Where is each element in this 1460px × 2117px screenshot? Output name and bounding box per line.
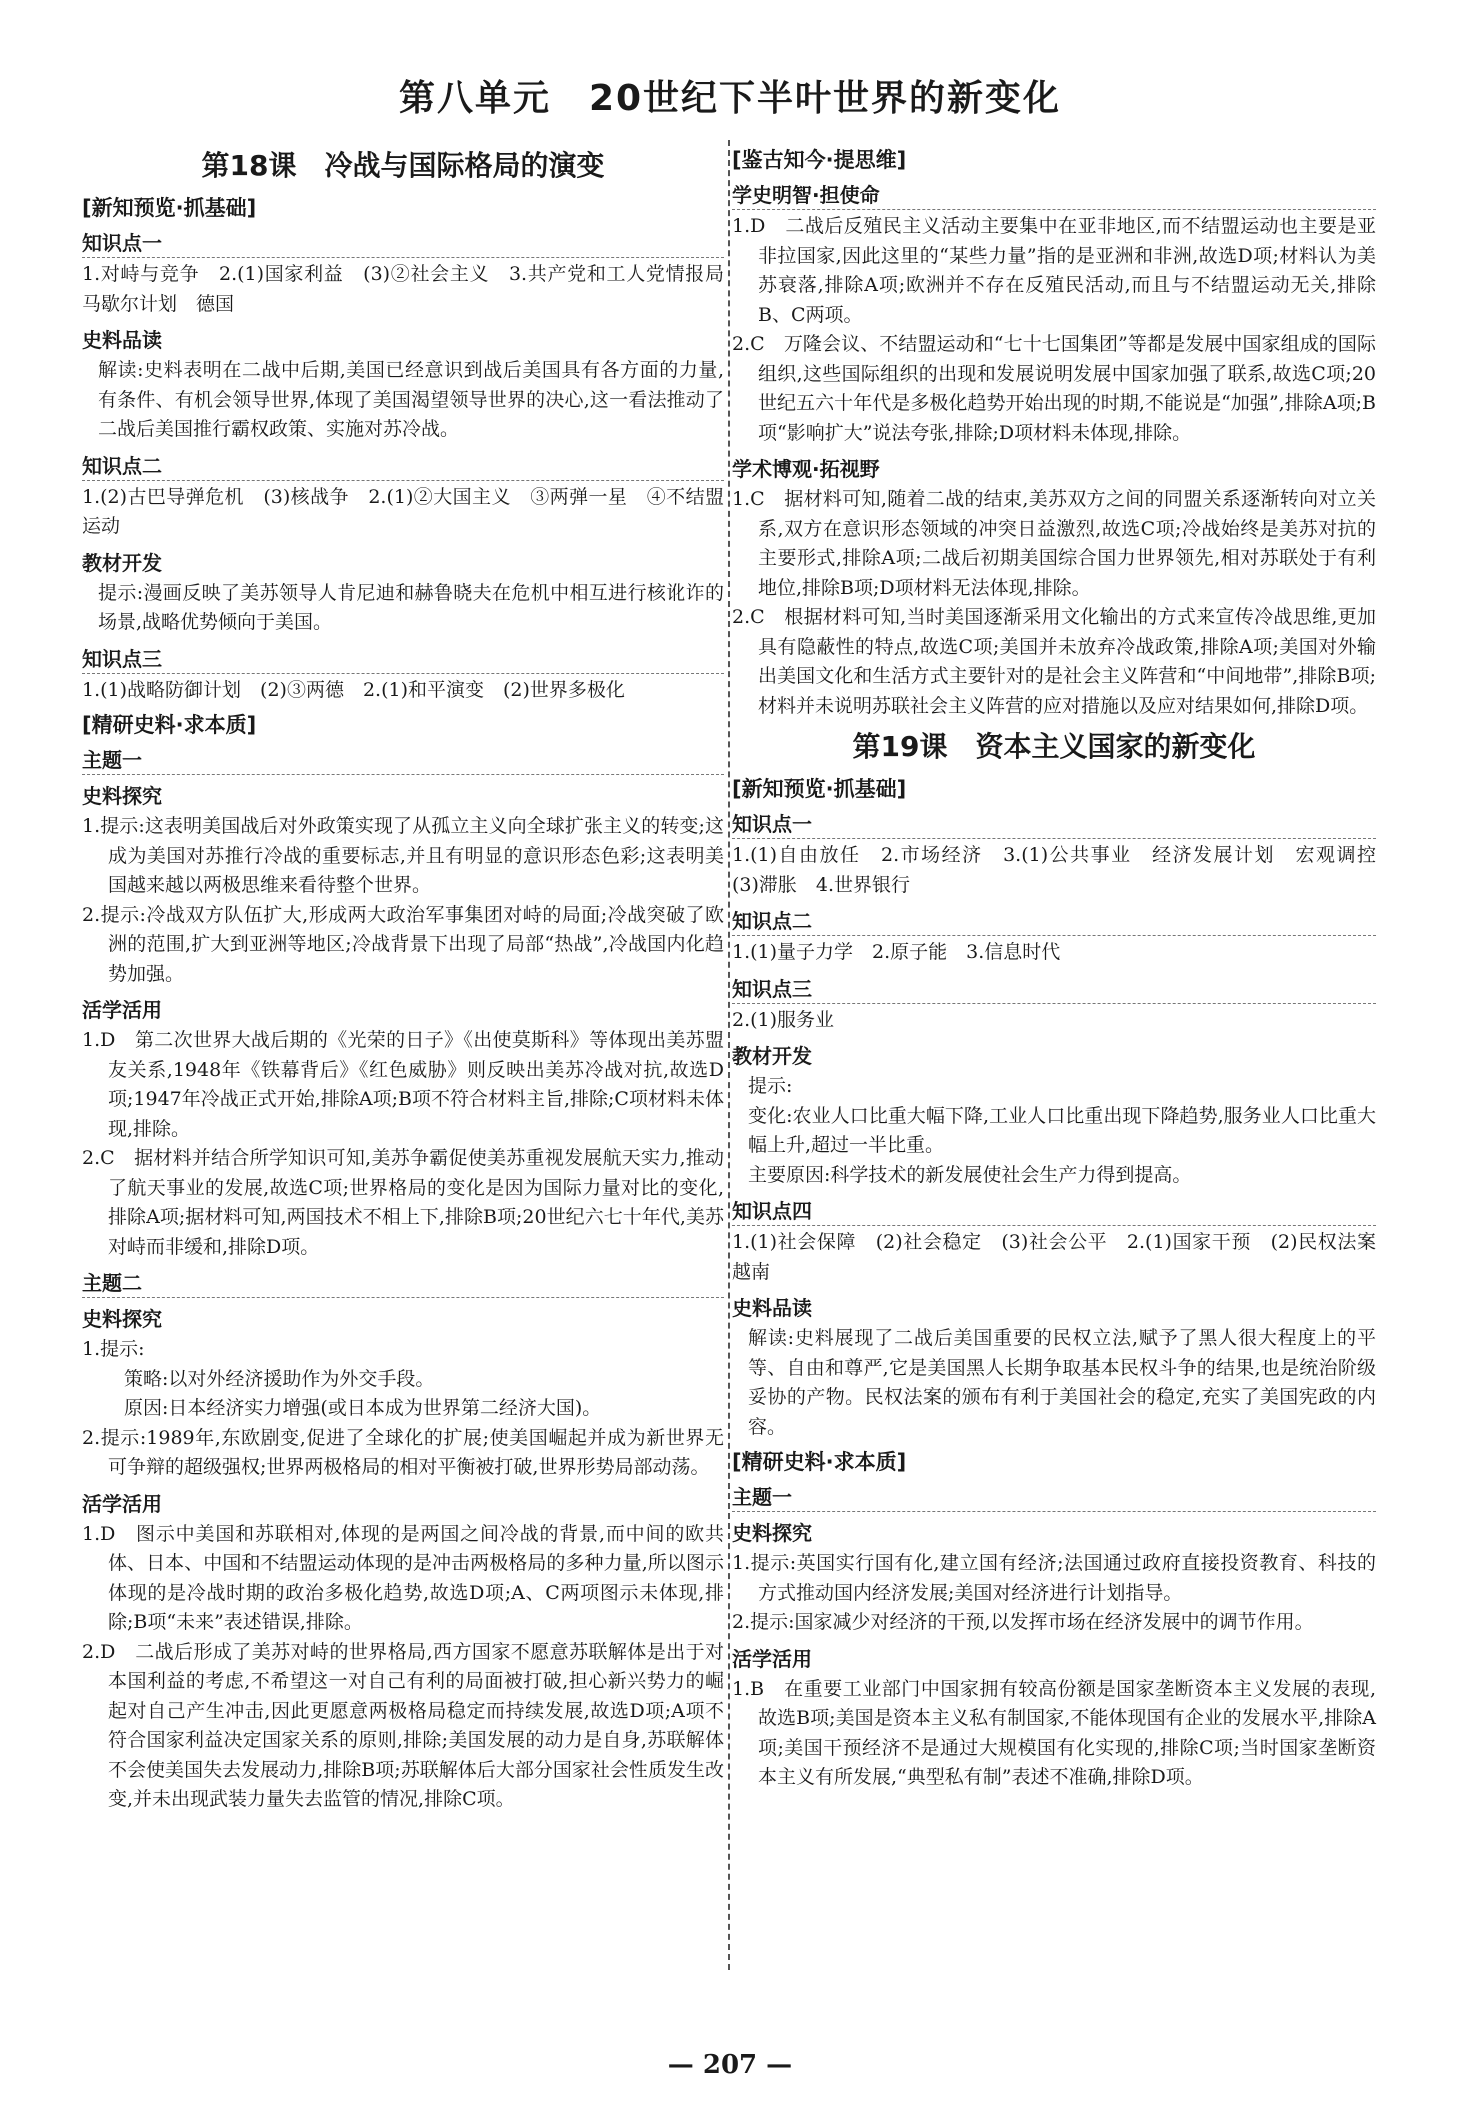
kp3-answers: 1.(1)战略防御计划 (2)③两德 2.(1)和平演变 (2)世界多极化 xyxy=(82,678,625,701)
theme-2-explore-1a: 策略:以对外经济援助作为外交手段。 xyxy=(124,1367,435,1390)
xueshi-title: 学史明智·担使命 xyxy=(732,179,1376,210)
shiliao-title-19: 史料品读 xyxy=(732,1296,812,1320)
xueshu-2: 2.C 根据材料可知,当时美国逐渐采用文化输出的方式来宣传冷战思维,更加具有隐蔽性的特点,故选C项;美国并未放弃冷战政策,排除A项;美国对外输出美国文化和生活方式主要针对的是社会主义阵营和“中间地带”,排除B项;材料并未说明苏联社会主义阵营的应对措施以及应对结果如何,排除D项。 xyxy=(732,606,1376,717)
theme-2-practice: 活学活用 xyxy=(82,1491,162,1516)
kp2-answers: 1.(2)古巴导弹危机 (3)核战争 2.(1)②大国主义 ③两弹一星 ④不结盟运动 xyxy=(82,485,724,537)
theme-2-practice-2: 2.D 二战后形成了美苏对峙的世界格局,西方国家不愿意苏联解体是出于对本国利益的考虑,不希望这一对自己有利的局面被打破,担心新兴势力的崛起对自己产生冲击,因此更愿意两极格局稳定而持续发展,故选D项;A项不符合国家利益决定国家关系的原则,排除;美国发展的动力是自身,苏联解体不会使美国失去发展动力,排除B项;苏联解体后大部分国家社会性质发生改变,并未出现武装力量失去监管的情况,排除C项。 xyxy=(82,1640,724,1810)
page-number: — 207 — xyxy=(667,2050,793,2080)
jiaocai-tip-19: 提示: xyxy=(748,1075,793,1097)
xueshu-title: 学术博观·拓视野 xyxy=(732,457,880,481)
jiaocai-text-19a: 变化:农业人口比重大幅下降,工业人口比重出现下降趋势,服务业人口比重大幅上升,超过一半比重。 xyxy=(748,1104,1376,1156)
knowledge-point-4-19: 知识点四 xyxy=(732,1195,1376,1226)
lesson-18-title: 第18课 冷战与国际格局的演变 xyxy=(201,149,605,182)
jiaocai-title-19: 教材开发 xyxy=(732,1044,812,1068)
theme-2-explore-1b: 原因:日本经济实力增强(或日本成为世界第二经济大国)。 xyxy=(124,1397,602,1419)
section-jingyan-19: [精研史料·求本质] xyxy=(732,1450,907,1474)
theme-1-explore-19-1: 1.提示:英国实行国有化,建立国有经济;法国通过政府直接投资教育、科技的方式推动国内经济发展;美国对经济进行计划指导。 xyxy=(732,1552,1376,1604)
kp4-answers-19: 1.(1)社会保障 (2)社会稳定 (3)社会公平 2.(1)国家干预 (2)民权法案 越南 xyxy=(732,1231,1396,1283)
theme-1: 主题一 xyxy=(82,744,724,775)
unit-title: 第八单元 20世纪下半叶世界的新变化 xyxy=(398,78,1062,119)
jiaocai-title: 教材开发 xyxy=(82,550,162,575)
knowledge-point-2: 知识点二 xyxy=(82,450,724,481)
theme-1-explore-2: 2.提示:冷战双方队伍扩大,形成两大政治军事集团对峙的局面;冷战突破了欧洲的范围,扩大到亚洲等地区;冷战背景下出现了局部“热战”,冷战国内化趋势加强。 xyxy=(82,903,724,985)
section-xinzhi: [新知预览·抓基础] xyxy=(82,196,257,220)
theme-1-19: 主题一 xyxy=(732,1481,1376,1512)
shiliao-title: 史料品读 xyxy=(82,328,162,352)
theme-1-practice: 活学活用 xyxy=(82,998,162,1022)
right-column xyxy=(732,140,1396,1793)
xueshi-2: 2.C 万隆会议、不结盟运动和“七十七国集团”等都是发展中国家组成的国际组织,这些国际组织的出现和发展说明发展中国家加强了联系,故选C项;20世纪五六十年代是多极化趋势开始出现的时期,不能说是“加强”,排除A项;B项“影响扩大”说法夸张,排除;D项材料未体现,排除。 xyxy=(732,333,1376,444)
section-jiangu: [鉴古知今·提思维] xyxy=(732,148,907,172)
theme-1-practice-2: 2.C 据材料并结合所学知识可知,美苏争霸促使美苏重视发展航天实力,推动了航天事业的发展,故选C项;世界格局的变化是因为国际力量对比的变化,排除A项;据材料可知,两国技术不相上下,排除B项;20世纪六七十年代,美苏对峙而非缓和,排除D项。 xyxy=(82,1147,724,1258)
theme-2: 主题二 xyxy=(82,1267,724,1298)
theme-1-practice-19: 活学活用 xyxy=(732,1646,812,1671)
kp3-answers-19: 2.(1)服务业 xyxy=(732,1008,835,1031)
column-divider xyxy=(728,140,730,1970)
theme-1-practice-1: 1.D 第二次世界大战后期的《光荣的日子》《出使莫斯科》等体现出美苏盟友关系,1948年《铁幕背后》《红色威胁》则反映出美苏冷战对抗,故选D项;1947年冷战正式开始,排除A项;B项不符合材料主旨,排除;C项材料未体现,排除。 xyxy=(82,1029,724,1140)
knowledge-point-1: 知识点一 xyxy=(82,227,724,258)
theme-2-practice-1: 1.D 图示中美国和苏联相对,体现的是两国之间冷战的背景,而中间的欧共体、日本、中国和不结盟运动体现的是冲击两极格局的多种力量,所以图示体现的是冷战时期的政治多极化趋势,故选D项;A、C两项图示未体现,排除;B项“未来”表述错误,排除。 xyxy=(82,1522,724,1633)
shiliao-text: 解读:史料表明在二战中后期,美国已经意识到战后美国具有各方面的力量,有条件、有机会领导世界,体现了美国渴望领导世界的决心,这一看法推动了二战后美国推行霸权政策、实施对苏冷战。 xyxy=(98,359,724,440)
theme-1-explore-1: 1.提示:这表明美国战后对外政策实现了从孤立主义向全球扩张主义的转变;这成为美国对苏推行冷战的重要标志,并且有明显的意识形态色彩;这表明美国越来越以两极思维来看待整个世界。 xyxy=(82,815,724,896)
jiaocai-text: 提示:漫画反映了美苏领导人肯尼迪和赫鲁晓夫在危机中相互进行核讹诈的场景,战略优势倾向于美国。 xyxy=(98,581,724,633)
kp1-answers-19: 1.(1)自由放任 2.市场经济 3.(1)公共事业 经济发展计划 宏观调控 (3)滞胀 4.世界银行 xyxy=(732,844,1396,896)
knowledge-point-2-19: 知识点二 xyxy=(732,905,1376,936)
knowledge-point-3: 知识点三 xyxy=(82,643,724,674)
knowledge-point-3-19: 知识点三 xyxy=(732,973,1376,1004)
section-xinzhi-19: [新知预览·抓基础] xyxy=(732,777,907,801)
theme-2-explore-1: 1.提示: xyxy=(82,1338,145,1360)
left-column xyxy=(82,140,744,1815)
theme-2-explore-2: 2.提示:1989年,东欧剧变,促进了全球化的扩展;使美国崛起并成为新世界无可争辩的超级强权;世界两极格局的相对平衡被打破,世界形势局部动荡。 xyxy=(82,1426,724,1478)
kp1-answers: 1.对峙与竞争 2.(1)国家利益 (3)②社会主义 3.共产党和工人党情报局 马歇尔计划 德国 xyxy=(82,263,744,315)
jiaocai-text-19b: 主要原因:科学技术的新发展使社会生产力得到提高。 xyxy=(748,1163,1192,1186)
theme-1-explore-19: 史料探究 xyxy=(732,1521,812,1545)
kp2-answers-19: 1.(1)量子力学 2.原子能 3.信息时代 xyxy=(732,941,1061,963)
theme-1-explore-19-2: 2.提示:国家减少对经济的干预,以发挥市场在经济发展中的调节作用。 xyxy=(732,1611,1314,1633)
theme-1-practice-19-1: 1.B 在重要工业部门中国家拥有较高份额是国家垄断资本主义发展的表现,故选B项;美国是资本主义私有制国家,不能体现国有企业的发展水平,排除A项;美国干预经济不是通过大规模国有化实现的,排除C项;当时国家垄断资本主义有所发展,“典型私有制”表述不准确,排除D项。 xyxy=(732,1677,1376,1788)
theme-1-explore: 史料探究 xyxy=(82,784,162,808)
shiliao-text-19: 解读:史料展现了二战后美国重要的民权立法,赋予了黑人很大程度上的平等、自由和尊严,它是美国黑人长期争取基本民权斗争的结果,也是统治阶级妥协的产物。民权法案的颁布有利于美国社会的稳定,充实了美国宪政的内容。 xyxy=(748,1327,1376,1438)
theme-2-explore: 史料探究 xyxy=(82,1307,162,1331)
section-jingyan: [精研史料·求本质] xyxy=(82,713,257,737)
xueshi-1: 1.D 二战后反殖民主义活动主要集中在亚非地区,而不结盟运动也主要是亚非拉国家,因此这里的“某些力量”指的是亚洲和非洲,故选D项;材料认为美苏衰落,排除A项;欧洲并不存在反殖民活动,而且与不结盟运动无关,排除B、C两项。 xyxy=(732,215,1376,326)
lesson-19-title: 第19课 资本主义国家的新变化 xyxy=(852,730,1256,763)
knowledge-point-1-19: 知识点一 xyxy=(732,808,1376,839)
xueshu-1: 1.C 据材料可知,随着二战的结束,美苏双方之间的同盟关系逐渐转向对立关系,双方在意识形态领域的冲突日益激烈,故选C项;冷战始终是美苏对抗的主要形式,排除A项;二战后初期美国综合国力世界领先,相对苏联处于有利地位,排除B项;D项材料无法体现,排除。 xyxy=(732,488,1376,599)
